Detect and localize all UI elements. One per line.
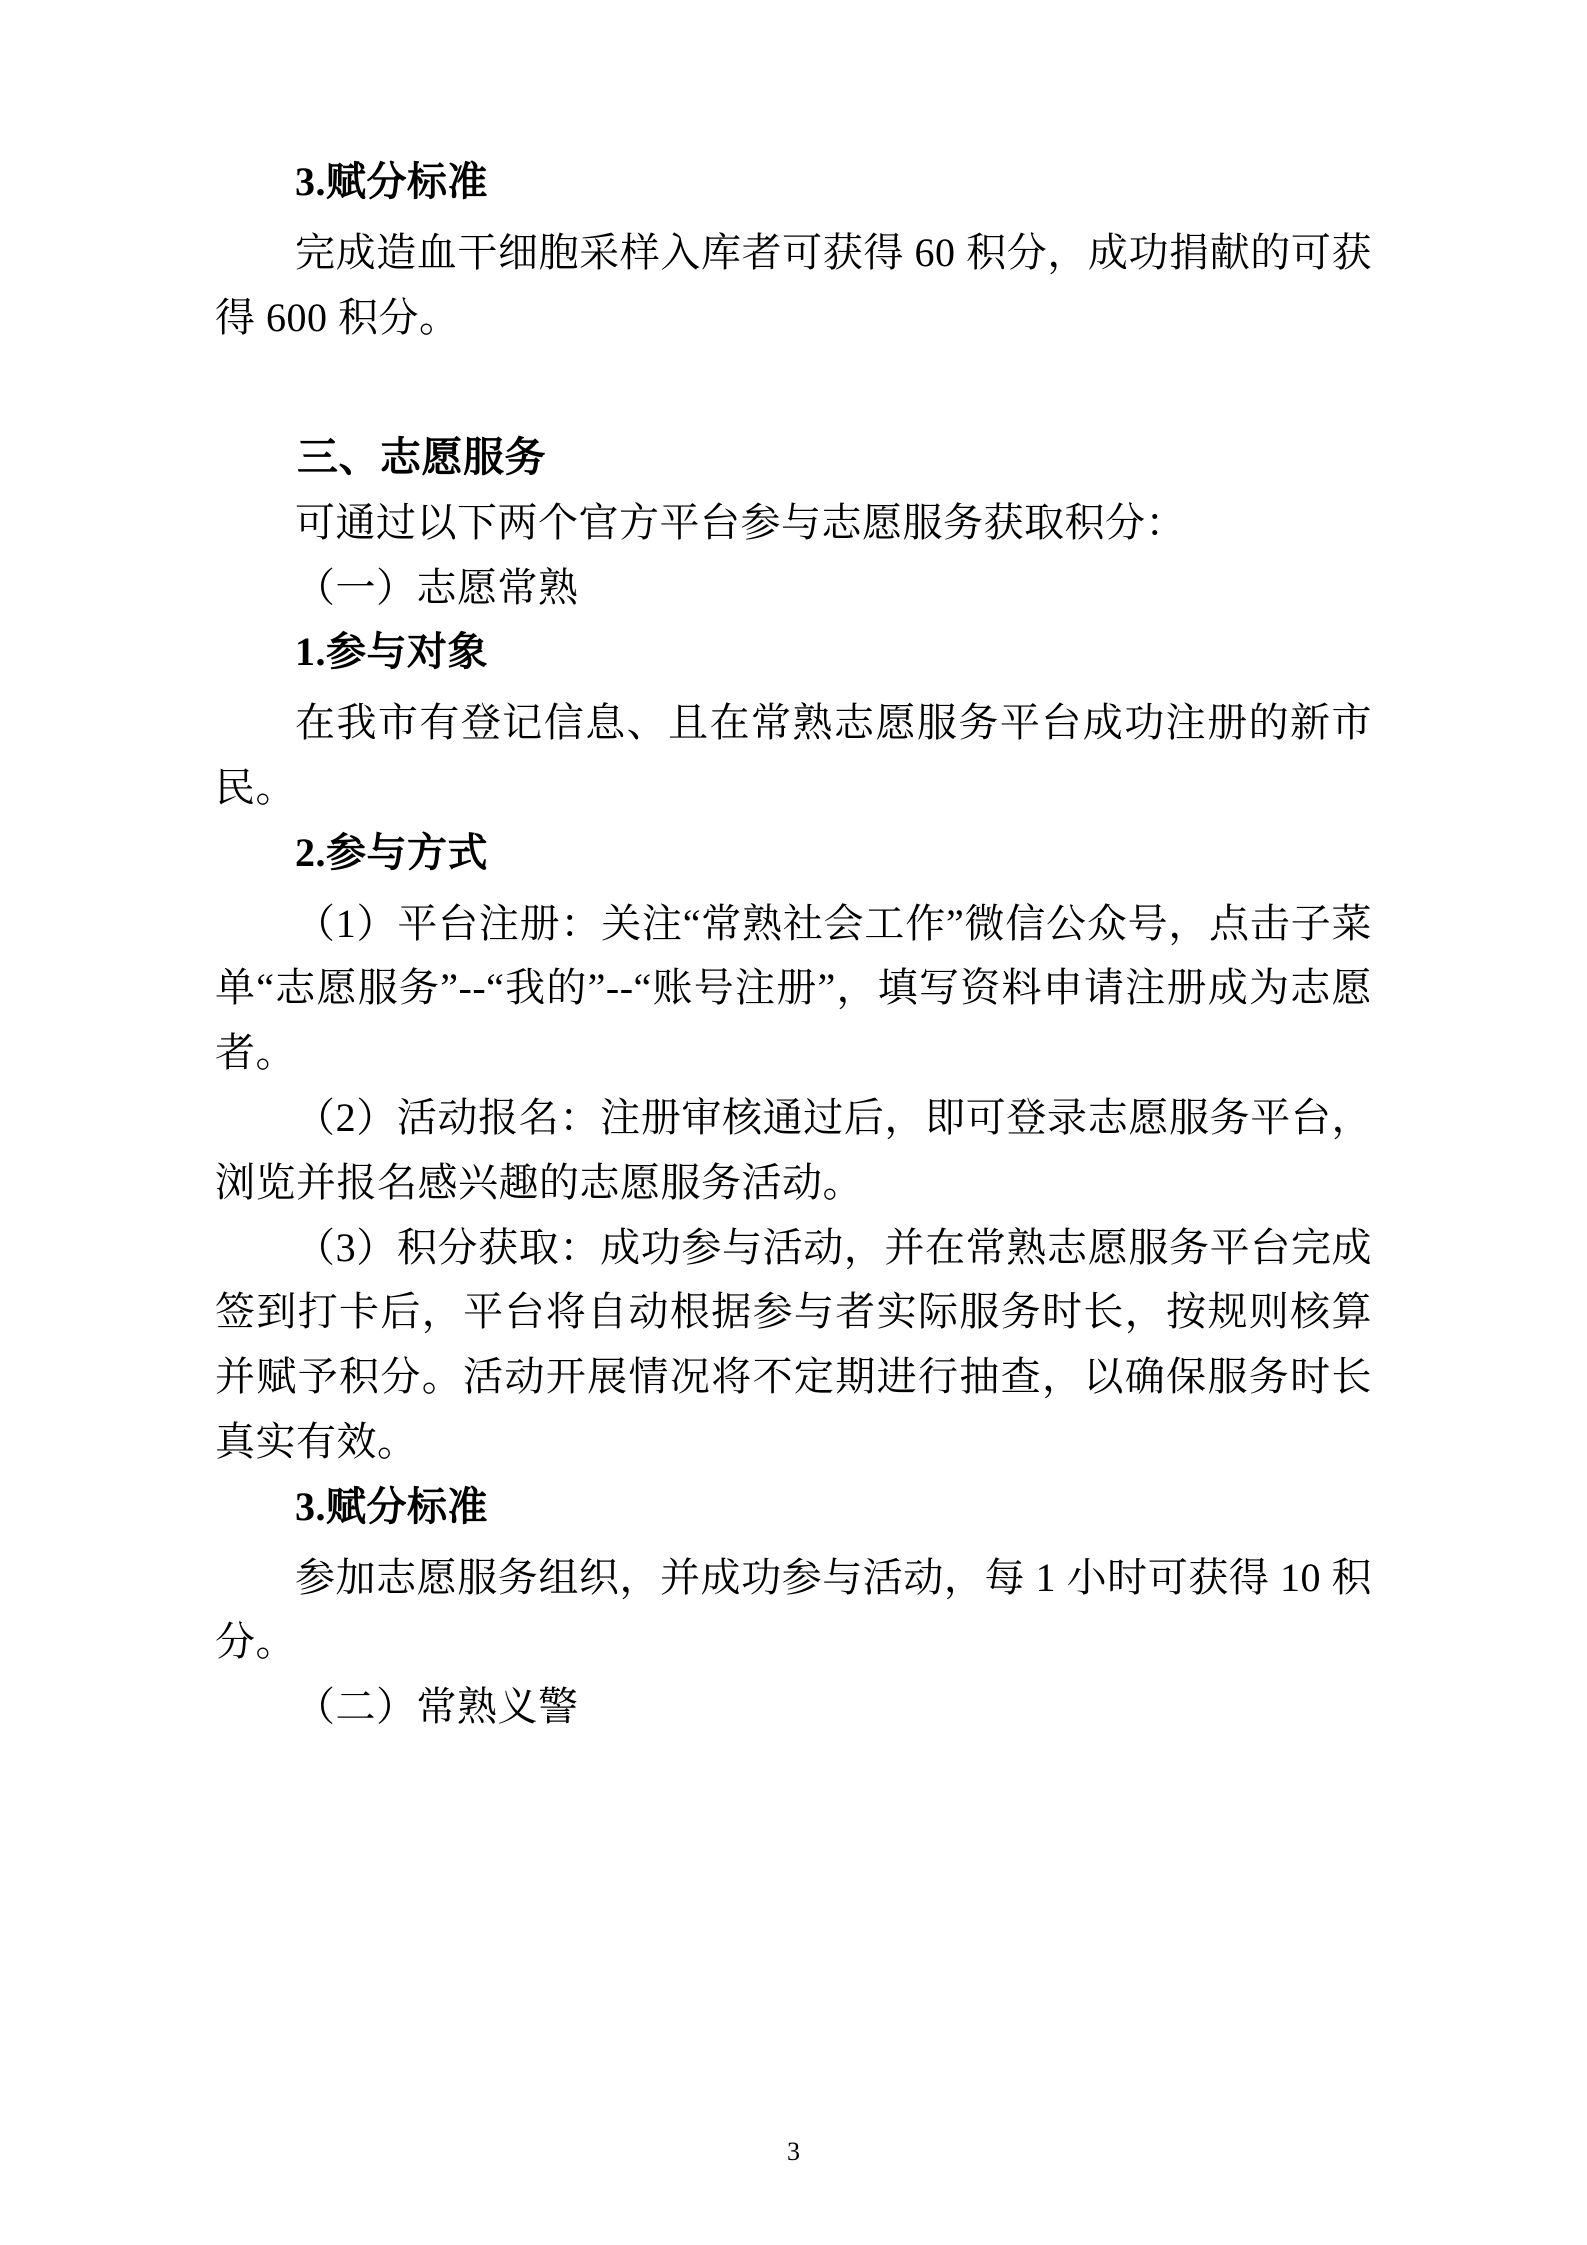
paragraph-hourly-points: 参加志愿服务组织，并成功参与活动，每 1 小时可获得 10 积分。 [215,1554,1372,1665]
section-heading-participants: 1.参与对象 [295,629,488,675]
section-spacer [215,350,1372,424]
paragraph-platform-registration: （1）平台注册：关注“常熟社会工作”微信公众号，点击子菜单“志愿服务”--“我的”--“账号注册”，填写资料申请注册成为志愿者。 [215,900,1372,1076]
section-heading-participation-method: 2.参与方式 [295,829,488,875]
paragraph-activity-signup: （2）活动报名：注册审核通过后，即可登录志愿服务平台，浏览并报名感兴趣的志愿服务活动。 [215,1094,1372,1205]
paragraph-stem-cell-points: 完成造血干细胞采样入库者可获得 60 积分，成功捐献的可获得 600 积分。 [215,229,1372,340]
paragraph-two-platforms-intro: 可通过以下两个官方平台参与志愿服务获取积分： [295,499,1186,545]
page-number: 3 [787,2137,800,2166]
section-heading-scoring-criteria-1: 3.赋分标准 [295,159,488,204]
subsection-heading-changshu-yijing: （二）常熟义警 [295,1684,579,1730]
paragraph-participants-detail: 在我市有登记信息、且在常熟志愿服务平台成功注册的新市民。 [215,700,1372,810]
section-heading-scoring-criteria-2: 3.赋分标准 [295,1483,488,1529]
paragraph-points-acquisition: （3）积分获取：成功参与活动，并在常熟志愿服务平台完成签到打卡后，平台将自动根据参与者实际服务时长，按规则核算并赋予积分。活动开展情况将不定期进行抽查，以确保服务时长真实有效。 [215,1224,1372,1464]
document-body [215,150,1372,1740]
subsection-heading-zhiyuan-changshu: （一）志愿常熟 [295,564,579,610]
section-heading-volunteer-service: 三、志愿服务 [297,434,546,481]
